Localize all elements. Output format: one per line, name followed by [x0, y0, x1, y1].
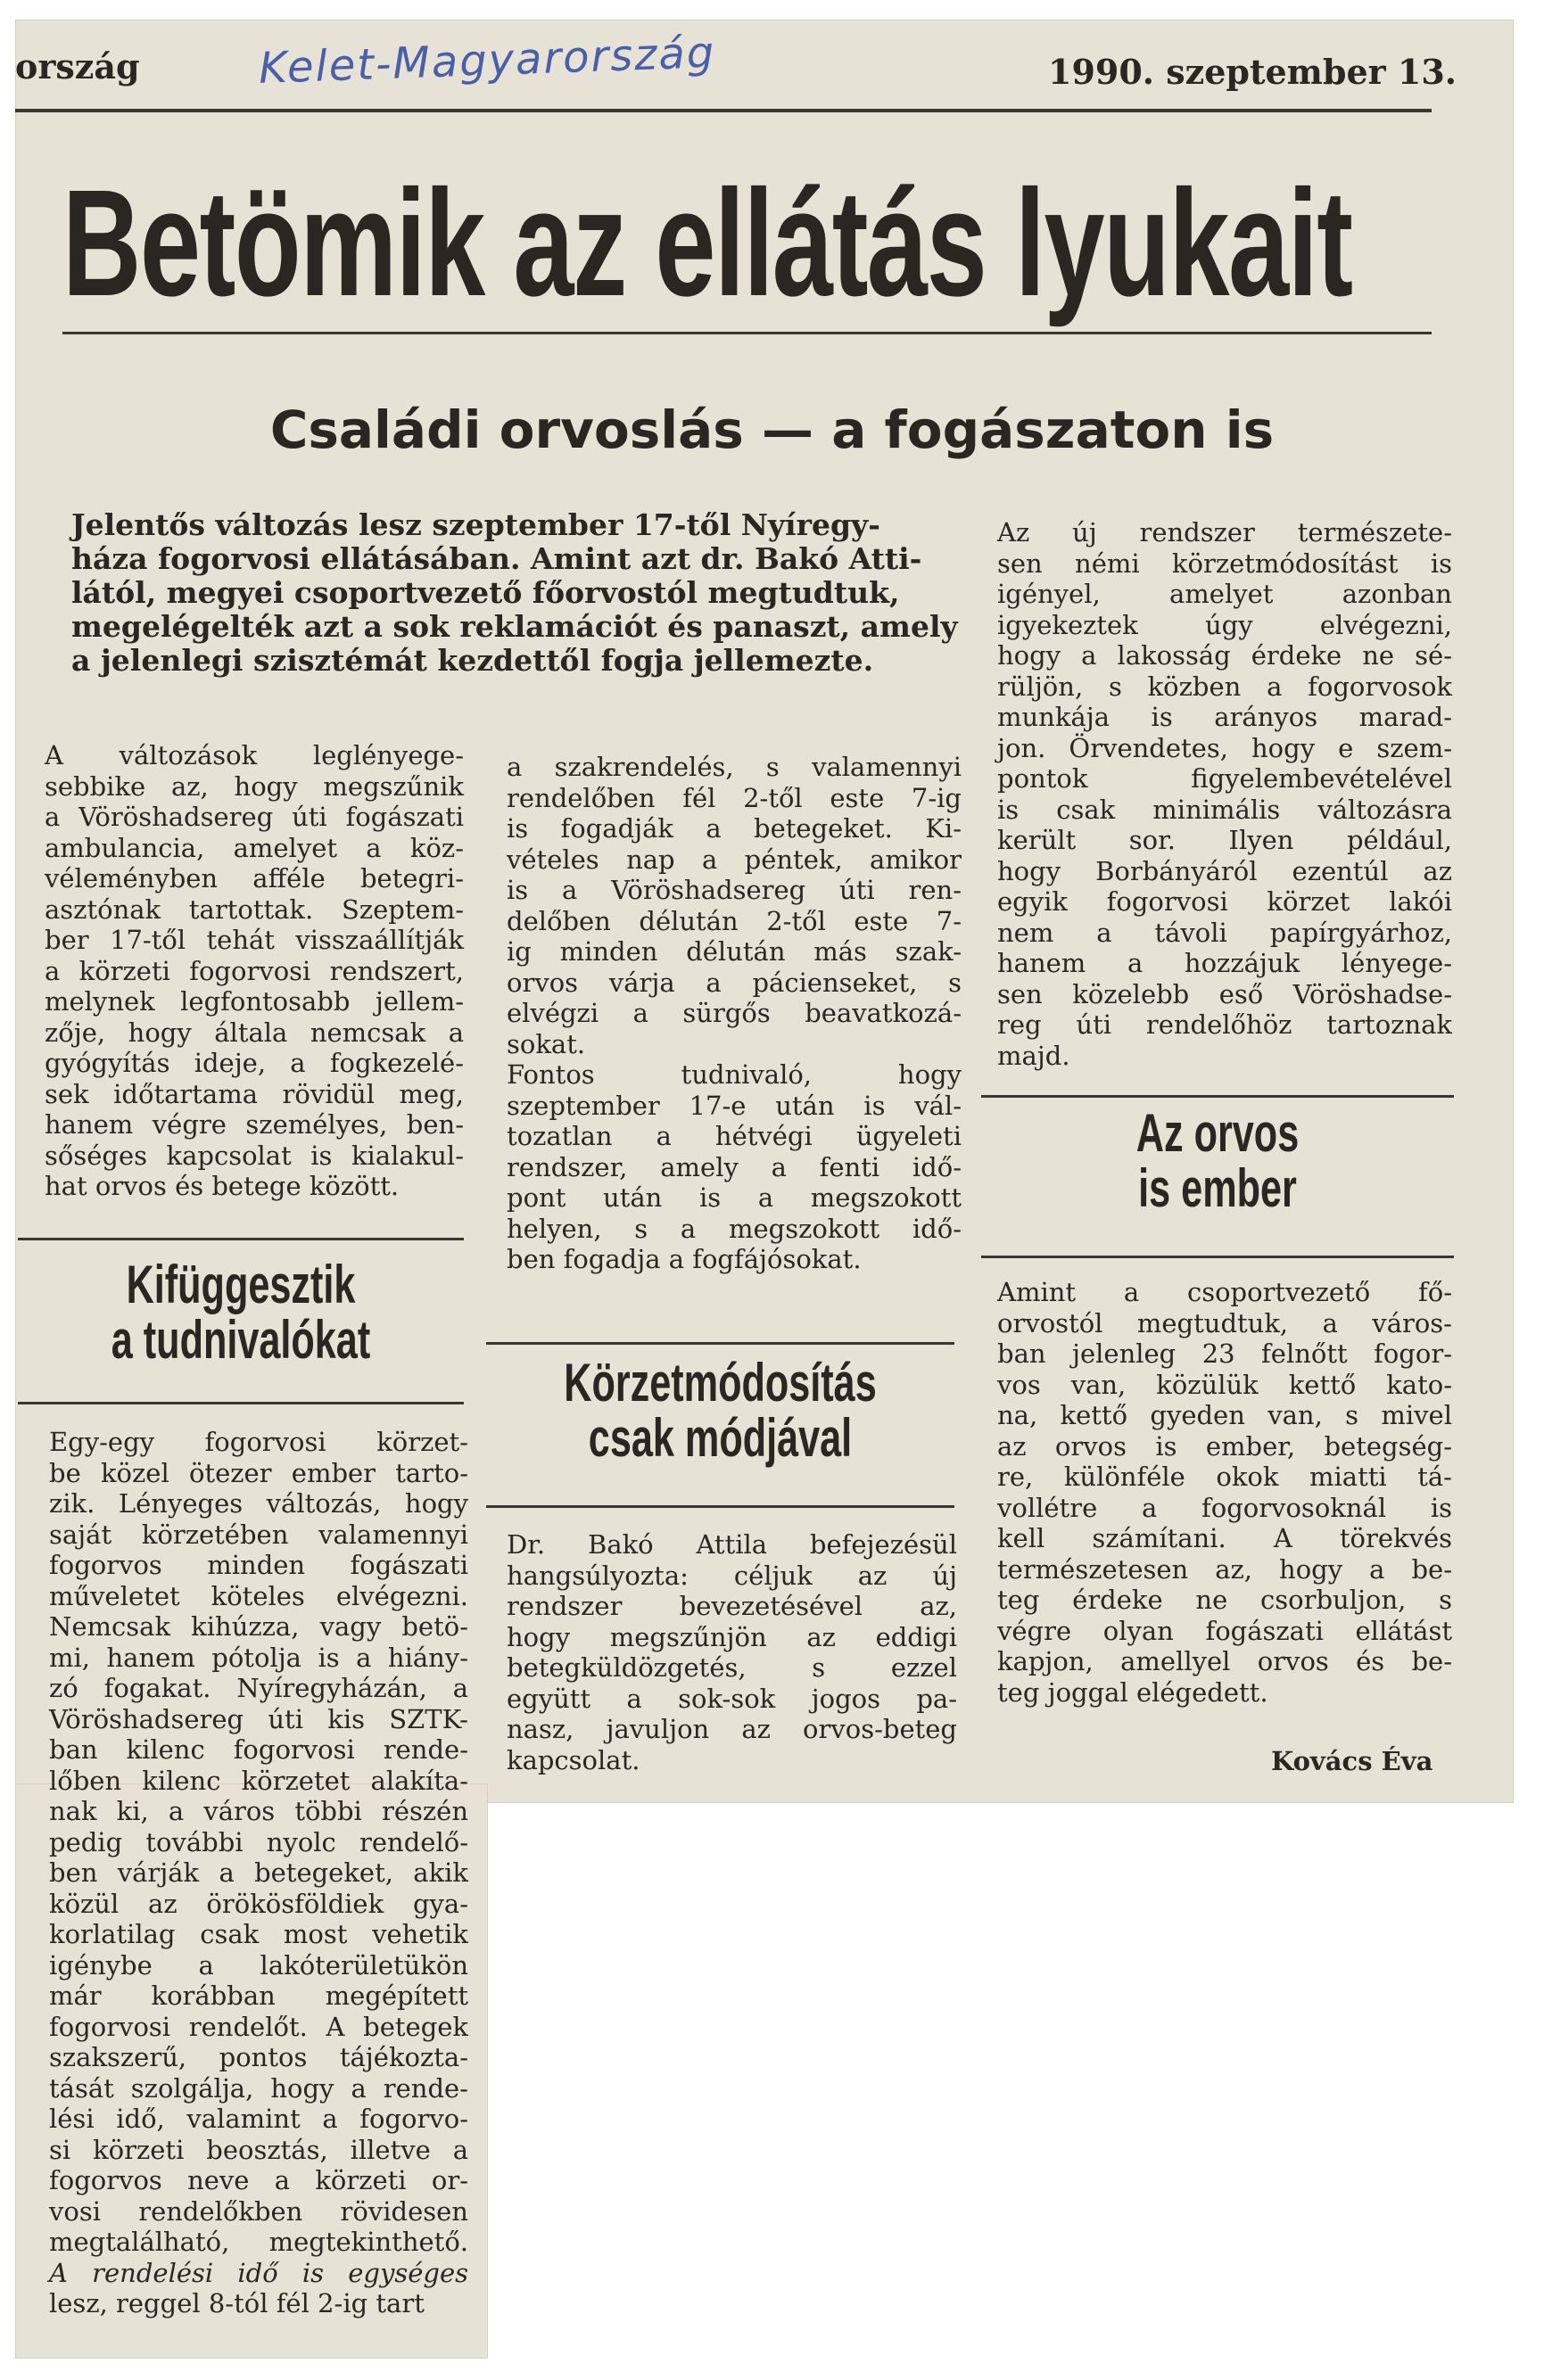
paragraph-line: lési idő, valamint a fogorvo- — [49, 2104, 468, 2134]
byline: Kovács Éva — [1271, 1746, 1433, 1776]
paragraph-line: hanem végre személyes, ben- — [45, 1109, 464, 1140]
subhead-orvos-line-2: is ember — [1138, 1158, 1297, 1218]
paragraph-line: Egy-egy fogorvosi körzet- — [49, 1427, 468, 1457]
column-3-body — [997, 1277, 1452, 1708]
paragraph-line: nak ki, a város többi részén — [49, 1796, 468, 1826]
column-1-body — [49, 1427, 468, 2319]
paragraph-line: delőben délután 2-től este 7- — [507, 905, 962, 936]
paragraph-line: természetesen az, hogy a be- — [997, 1553, 1452, 1585]
paragraph-line: már korábban megépített — [49, 1981, 468, 2011]
paragraph-line: si körzeti beosztás, illetve a — [49, 2134, 468, 2165]
paragraph-line: a körzeti fogorvosi rendszert, — [45, 955, 464, 986]
paragraph-line: ambulancia, amelyet a köz- — [45, 832, 464, 863]
paragraph-line: szakszerű, pontos tájékozta- — [49, 2042, 468, 2072]
column-1-rule-bottom — [18, 1402, 464, 1404]
paragraph-line: majd. — [997, 1040, 1070, 1071]
paragraph-line: munkája is arányos marad- — [997, 702, 1452, 732]
column-2-rule-bottom — [486, 1505, 954, 1508]
lead-line: háza fogorvosi ellátásában. Amint azt dr. Bakó Atti- — [71, 541, 922, 576]
paragraph-line: reg úti rendelőhöz tartoznak — [997, 1009, 1452, 1040]
paragraph-line: rendszer bevezetésével az, — [507, 1591, 957, 1621]
lead-line: megelégelték azt a sok reklamációt és panaszt, amely — [71, 609, 958, 644]
handwritten-note: Kelet-Magyarország — [258, 28, 717, 94]
paragraph-line: A rendelési idő is egységes — [49, 2257, 468, 2288]
subhead-az-orvos — [1047, 1103, 1388, 1218]
paragraph-line: az orvos is ember, betegség- — [997, 1430, 1452, 1462]
paragraph-line: be közel ötezer ember tarto- — [49, 1457, 468, 1488]
lead-line: Jelentős változás lesz szeptember 17-től Nyíregy- — [71, 507, 880, 542]
paragraph-line: lőben kilenc körzetet alakíta- — [49, 1765, 468, 1796]
paragraph-line: sőséges kapcsolat is kialakul- — [45, 1140, 464, 1171]
paragraph-line: ig minden délután más szak- — [507, 936, 962, 967]
paragraph-line: vos van, közülük kettő kato- — [997, 1369, 1452, 1400]
paragraph-line: műveletet köteles elvégezni. — [49, 1580, 468, 1611]
paragraph-line: került sor. Ilyen például, — [997, 825, 1452, 855]
paragraph-line: Dr. Bakó Attila befejezésül — [507, 1529, 957, 1560]
paragraph-line: re, különféle okok miatti tá- — [997, 1462, 1452, 1492]
paragraph-line: pont után is a megszokott — [507, 1182, 962, 1213]
paragraph-line: saját körzetében valamennyi — [49, 1519, 468, 1550]
paragraph-line: zó fogakat. Nyíregyházán, a — [49, 1673, 468, 1703]
paragraph-line: orvostól megtudtuk, a város- — [997, 1307, 1452, 1338]
subheadline: Családi orvoslás — a fogászaton is — [269, 399, 1275, 460]
paragraph-line: ben várják a betegeket, akik — [49, 1857, 468, 1888]
paragraph-line: pontok figyelembevételével — [997, 763, 1452, 794]
paragraph-line: szeptember 17-e után is vál- — [507, 1090, 962, 1121]
paragraph-line: zik. Lényeges változás, hogy — [49, 1488, 468, 1519]
paragraph-line: a Vöröshadsereg úti fogászati — [45, 802, 464, 832]
paragraph-line: hat orvos és betege között. — [45, 1171, 400, 1201]
paragraph-line: hogy Borbányáról ezentúl az — [997, 855, 1452, 886]
paragraph-line: sen némi körzetmódosítást is — [997, 548, 1452, 579]
paragraph-line: teg joggal elégedett. — [997, 1676, 1268, 1708]
paragraph-line: tását szolgálja, hogy a rende- — [49, 2072, 468, 2104]
paragraph-line: Nemcsak kihúzza, vagy betö- — [49, 1611, 468, 1642]
paragraph-line: teg érdeke ne csorbuljon, s — [997, 1585, 1452, 1615]
paragraph-line: Fontos tudnivaló, hogy — [507, 1059, 962, 1090]
subhead-kifuggesztik-line-1: Kifüggesztik — [126, 1255, 356, 1314]
column-1-rule-top — [18, 1238, 464, 1240]
paragraph-line: lesz, reggel 8-tól fél 2-ig tart — [49, 2288, 425, 2318]
paragraph-line: rendelőben fél 2-től este 7-ig — [507, 782, 962, 813]
paragraph-line: korlatilag csak most vehetik — [49, 1919, 468, 1949]
headline-rule — [62, 332, 1432, 334]
masthead-section: ország — [15, 46, 140, 86]
paragraph-line: Az új rendszer természete- — [997, 517, 1452, 548]
paragraph-line: ban jelenleg 23 felnőtt fogor- — [997, 1338, 1452, 1369]
column-3 — [997, 517, 1452, 1071]
masthead-rule — [15, 109, 1432, 112]
paragraph-line: jon. Örvendetes, hogy e szem- — [997, 732, 1452, 763]
paragraph-line: ber 17-től tehát visszaállítják — [45, 925, 464, 955]
paragraph-line: helyen, s a megszokott idő- — [507, 1213, 962, 1244]
column-2 — [507, 752, 962, 1275]
column-3-rule-bottom — [981, 1256, 1454, 1258]
paragraph-line: gyógyítás ideje, a fogkezelé- — [45, 1048, 464, 1078]
paragraph-line: sokat. — [507, 1028, 586, 1059]
paragraph-line: mi, hanem pótolja is a hiány- — [49, 1642, 468, 1673]
column-1-intro — [45, 740, 464, 1202]
column-2-rule-top — [486, 1342, 954, 1345]
paragraph-line: rüljön, s közben a fogorvosok — [997, 671, 1452, 702]
paragraph-line: hangsúlyozta: céljuk az új — [507, 1560, 957, 1591]
subhead-kifuggesztik-line-2: a tudnivalókat — [111, 1310, 371, 1370]
paragraph-line: fogorvos minden fogászati — [49, 1550, 468, 1580]
paragraph-line: elvégzi a sürgős beavatkozá- — [507, 998, 962, 1028]
paragraph-line: melynek legfontosabb jellem- — [45, 986, 464, 1017]
paragraph-line: egyik fogorvosi körzet lakói — [997, 886, 1452, 917]
lead-line: lától, megyei csoportvezető főorvostól megtudtuk, — [71, 575, 900, 610]
paragraph-line: igyekeztek úgy elvégezni, — [997, 609, 1452, 640]
paragraph-line: ben fogadja a fogfájósokat. — [507, 1244, 862, 1274]
lead-line: a jelenlegi szisztémát kezdettől fogja jellemezte. — [71, 643, 874, 678]
subhead-kifuggesztik — [80, 1257, 401, 1368]
paragraph-line: kapcsolat. — [507, 1744, 640, 1775]
paragraph-line: tozatlan a hétvégi ügyeleti — [507, 1121, 962, 1151]
paragraph-line: orvos várja a pácienseket, s — [507, 967, 962, 998]
column-3-rule-top — [981, 1095, 1454, 1098]
paragraph-line: kapjon, amellyel orvos és be- — [997, 1646, 1452, 1676]
paragraph-line: ban kilenc fogorvosi rende- — [49, 1734, 468, 1765]
paragraph-line: vosi rendelőkben rövidesen — [49, 2195, 468, 2227]
column-2-body — [507, 1529, 957, 1775]
paragraph-line: is fogadják a betegeket. Ki- — [507, 813, 962, 844]
paragraph-line: a szakrendelés, s valamennyi — [507, 752, 962, 782]
paragraph-line: megtalálható, megtekinthető. — [49, 2227, 468, 2257]
paragraph-line: hanem a hozzájuk lényege- — [997, 948, 1452, 978]
paragraph-line: vollétre a fogorvosoknál is — [997, 1492, 1452, 1523]
paragraph-line: na, kettő gyeden van, s mivel — [997, 1400, 1452, 1430]
subhead-korzet-line-2: csak módjával — [588, 1408, 853, 1468]
paragraph-line: vételes nap a péntek, amikor — [507, 844, 962, 875]
paragraph-line: A változások leglényege- — [45, 740, 464, 770]
paragraph-line: asztónak tartottak. Szeptem- — [45, 894, 464, 925]
paragraph-line: együtt a sok-sok jogos pa- — [507, 1683, 957, 1714]
paragraph-line: sen közelebb eső Vöröshadse- — [997, 978, 1452, 1009]
lead-paragraph — [71, 508, 963, 678]
subhead-orvos-line-1: Az orvos — [1135, 1103, 1300, 1163]
paragraph-line: véleményben afféle betegri- — [45, 863, 464, 894]
paragraph-line: sebbike az, hogy megszűnik — [45, 770, 464, 802]
paragraph-line: végre olyan fogászati ellátást — [997, 1615, 1452, 1646]
paragraph-line: Amint a csoportvezető fő- — [997, 1277, 1452, 1307]
subhead-korzet-line-1: Körzetmódosítás — [564, 1353, 877, 1412]
paragraph-line: is a Vöröshadsereg úti ren- — [507, 875, 962, 905]
paragraph-line: rendszer, amely a fenti idő- — [507, 1151, 962, 1182]
paragraph-line: zője, hogy általa nemcsak a — [45, 1017, 464, 1048]
paragraph-line: nem a távoli papírgyárhoz, — [997, 917, 1452, 948]
paragraph-line: is csak minimális változásra — [997, 794, 1452, 825]
paragraph-line: Vöröshadsereg úti kis SZTK- — [49, 1703, 468, 1734]
paragraph-line: hogy megszűnjön az eddigi — [507, 1621, 957, 1652]
paragraph-line: betegküldözgetés, s ezzel — [507, 1652, 957, 1683]
paragraph-line: nasz, javuljon az orvos-beteg — [507, 1714, 957, 1744]
paragraph-line: pedig további nyolc rendelő- — [49, 1826, 468, 1857]
paragraph-line: sek időtartama rövidül meg, — [45, 1078, 464, 1109]
paragraph-line: hogy a lakosság érdeke ne sé- — [997, 640, 1452, 671]
paragraph-line: kell számítani. A törekvés — [997, 1523, 1452, 1553]
paragraph-line: fogorvos neve a körzeti or- — [49, 2165, 468, 2195]
paragraph-line: igényel, amelyet azonban — [997, 579, 1452, 609]
masthead-date: 1990. szeptember 13. — [1048, 52, 1457, 92]
paragraph-line: közül az örökösföldiek gya- — [49, 1888, 468, 1919]
paragraph-line: fogorvosi rendelőt. A betegek — [49, 2011, 468, 2042]
subhead-korzetmodositas — [552, 1355, 889, 1466]
headline: Betömik az ellátás lyukait — [62, 159, 1352, 328]
paragraph-line: igénybe a lakóterületükön — [49, 1949, 468, 1981]
